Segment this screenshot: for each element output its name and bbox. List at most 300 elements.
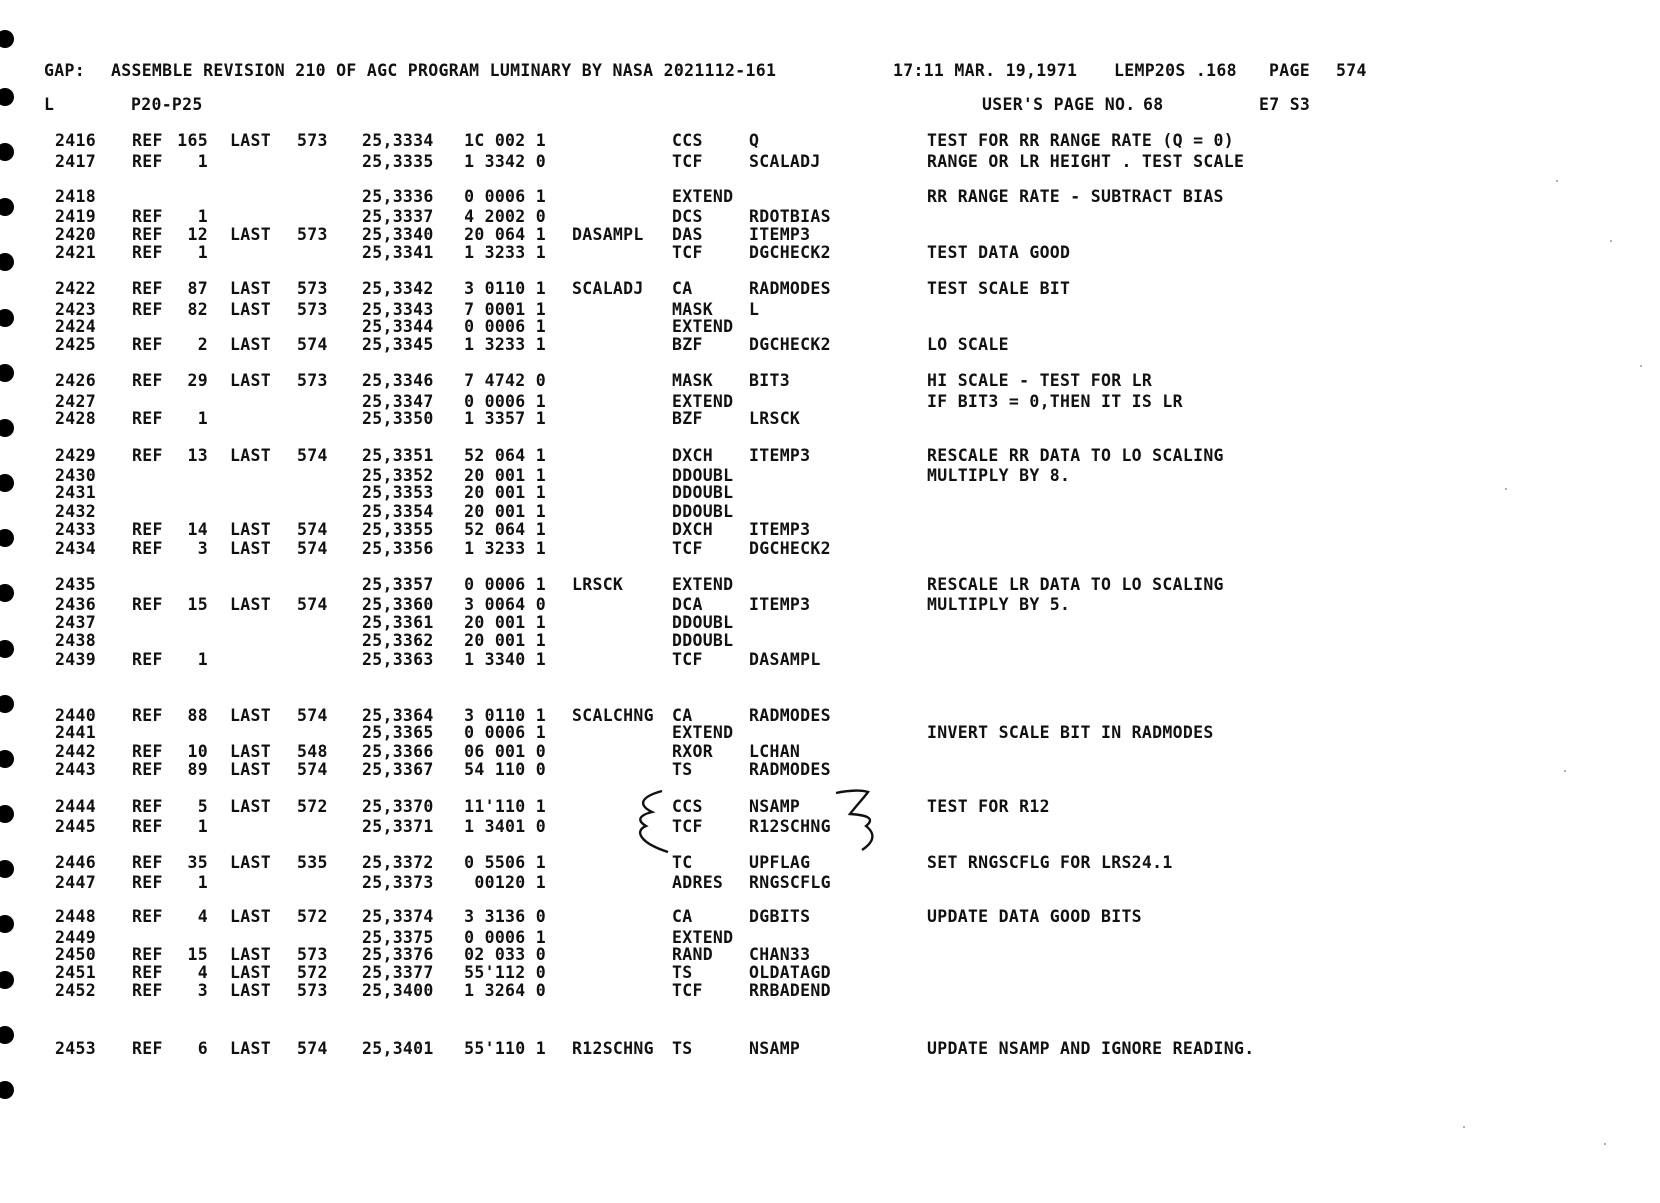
opcode: DCA	[672, 595, 703, 614]
address: 25,3365	[362, 723, 434, 742]
comment: TEST FOR R12	[927, 797, 1050, 816]
octal-word: 0 0006 1	[464, 317, 546, 336]
opcode: DDOUBL	[672, 483, 734, 502]
operand: RADMODES	[749, 706, 831, 725]
address: 25,3347	[362, 392, 434, 411]
last-page: 573	[297, 225, 328, 244]
paper-speck	[1564, 770, 1566, 772]
octal-word: 0 0006 1	[464, 392, 546, 411]
ref-keyword: REF	[132, 873, 163, 892]
last-keyword: LAST	[230, 371, 271, 390]
opcode: ADRES	[672, 873, 724, 892]
address: 25,3372	[362, 853, 434, 872]
last-page: 574	[297, 335, 328, 354]
paper-speck	[1610, 240, 1612, 242]
comment: TEST DATA GOOD	[927, 243, 1071, 262]
address: 25,3370	[362, 797, 434, 816]
ref-count: 87	[187, 279, 208, 298]
line-number: 2441	[55, 723, 96, 742]
opcode: CCS	[672, 797, 703, 816]
ref-keyword: REF	[132, 963, 163, 982]
octal-word: 02 033 0	[464, 945, 546, 964]
last-keyword: LAST	[230, 131, 271, 150]
last-keyword: LAST	[230, 706, 271, 725]
ref-count: 2	[197, 335, 208, 354]
address: 25,3345	[362, 335, 434, 354]
ref-keyword: REF	[132, 225, 163, 244]
last-keyword: LAST	[230, 853, 271, 872]
octal-word: 55'112 0	[464, 963, 546, 982]
last-keyword: LAST	[230, 963, 271, 982]
opcode: EXTEND	[672, 928, 734, 947]
octal-word: 1 3357 1	[464, 409, 546, 428]
ref-count: 35	[187, 853, 208, 872]
ref-keyword: REF	[132, 706, 163, 725]
last-page: 573	[297, 300, 328, 319]
address: 25,3336	[362, 187, 434, 206]
address: 25,3355	[362, 520, 434, 539]
last-keyword: LAST	[230, 520, 271, 539]
opcode: TCF	[672, 817, 703, 836]
left-brace-mark	[640, 791, 668, 852]
last-page: 573	[297, 279, 328, 298]
opcode: MASK	[672, 300, 713, 319]
ref-count: 4	[197, 963, 208, 982]
octal-word: 7 0001 1	[464, 300, 546, 319]
ref-keyword: REF	[132, 131, 163, 150]
ref-keyword: REF	[132, 243, 163, 262]
line-number: 2449	[55, 928, 96, 947]
address: 25,3400	[362, 981, 434, 1000]
address: 25,3335	[362, 152, 434, 171]
ref-keyword: REF	[132, 152, 163, 171]
line-number: 2443	[55, 760, 96, 779]
address: 25,3373	[362, 873, 434, 892]
last-keyword: LAST	[230, 760, 271, 779]
ref-keyword: REF	[132, 907, 163, 926]
ref-count: 1	[197, 207, 208, 226]
header-page-label: PAGE	[1269, 61, 1310, 80]
comment: UPDATE DATA GOOD BITS	[927, 907, 1142, 926]
line-number: 2445	[55, 817, 96, 836]
last-page: 572	[297, 963, 328, 982]
octal-word: 1 3401 0	[464, 817, 546, 836]
address: 25,3361	[362, 613, 434, 632]
symbol-label: R12SCHNG	[572, 1039, 654, 1058]
opcode: BZF	[672, 409, 703, 428]
opcode: MASK	[672, 371, 713, 390]
line-number: 2418	[55, 187, 96, 206]
ref-count: 1	[197, 243, 208, 262]
last-page: 574	[297, 1039, 328, 1058]
paper-speck	[1556, 180, 1558, 182]
octal-word: 4 2002 0	[464, 207, 546, 226]
opcode: CA	[672, 706, 693, 725]
opcode: RXOR	[672, 742, 713, 761]
ref-count: 82	[187, 300, 208, 319]
ref-count: 1	[197, 152, 208, 171]
octal-word: 0 0006 1	[464, 928, 546, 947]
opcode: DDOUBL	[672, 631, 734, 650]
last-keyword: LAST	[230, 981, 271, 1000]
symbol-label: DASAMPL	[572, 225, 644, 244]
ref-count: 4	[197, 907, 208, 926]
ref-count: 89	[187, 760, 208, 779]
header-gap: GAP:	[44, 61, 85, 80]
ref-count: 15	[187, 945, 208, 964]
octal-word: 0 5506 1	[464, 853, 546, 872]
subheader-code: E7 S3	[1259, 95, 1311, 114]
comment: RR RANGE RATE - SUBTRACT BIAS	[927, 187, 1224, 206]
ref-count: 1	[197, 873, 208, 892]
ref-count: 14	[187, 520, 208, 539]
address: 25,3360	[362, 595, 434, 614]
ref-keyword: REF	[132, 446, 163, 465]
address: 25,3346	[362, 371, 434, 390]
octal-word: 55'110 1	[464, 1039, 546, 1058]
ref-count: 10	[187, 742, 208, 761]
last-page: 573	[297, 371, 328, 390]
ref-count: 13	[187, 446, 208, 465]
operand: RADMODES	[749, 279, 831, 298]
octal-word: 20 064 1	[464, 225, 546, 244]
line-number: 2424	[55, 317, 96, 336]
symbol-label: LRSCK	[572, 575, 624, 594]
paper-speck	[1604, 1143, 1606, 1145]
octal-word: 1 3340 1	[464, 650, 546, 669]
ref-keyword: REF	[132, 207, 163, 226]
comment: UPDATE NSAMP AND IGNORE READING.	[927, 1039, 1255, 1058]
opcode: DXCH	[672, 520, 713, 539]
address: 25,3351	[362, 446, 434, 465]
ref-count: 3	[197, 981, 208, 1000]
line-number: 2422	[55, 279, 96, 298]
opcode: EXTEND	[672, 187, 734, 206]
comment: SET RNGSCFLG FOR LRS24.1	[927, 853, 1173, 872]
last-page: 573	[297, 131, 328, 150]
address: 25,3354	[362, 502, 434, 521]
opcode: DCS	[672, 207, 703, 226]
operand: DGCHECK2	[749, 539, 831, 558]
operand: DGCHECK2	[749, 335, 831, 354]
operand: DGCHECK2	[749, 243, 831, 262]
line-number: 2427	[55, 392, 96, 411]
last-keyword: LAST	[230, 945, 271, 964]
ref-count: 165	[177, 131, 208, 150]
octal-word: 0 0006 1	[464, 723, 546, 742]
opcode: EXTEND	[672, 575, 734, 594]
right-brace-mark	[836, 791, 872, 850]
ref-keyword: REF	[132, 797, 163, 816]
ref-keyword: REF	[132, 300, 163, 319]
address: 25,3363	[362, 650, 434, 669]
line-number: 2439	[55, 650, 96, 669]
line-number: 2435	[55, 575, 96, 594]
comment: IF BIT3 = 0,THEN IT IS LR	[927, 392, 1183, 411]
opcode: TCF	[672, 981, 703, 1000]
line-number: 2433	[55, 520, 96, 539]
ref-count: 6	[197, 1039, 208, 1058]
comment: MULTIPLY BY 8.	[927, 466, 1071, 485]
paper-speck	[1505, 488, 1507, 490]
opcode: CA	[672, 907, 693, 926]
line-number: 2436	[55, 595, 96, 614]
octal-word: 1C 002 1	[464, 131, 546, 150]
last-page: 574	[297, 595, 328, 614]
paper-speck	[1463, 1126, 1465, 1128]
operand: CHAN33	[749, 945, 811, 964]
octal-word: 1 3342 0	[464, 152, 546, 171]
last-page: 574	[297, 706, 328, 725]
address: 25,3350	[362, 409, 434, 428]
ref-keyword: REF	[132, 371, 163, 390]
user-page-number: 68	[1143, 95, 1164, 114]
address: 25,3371	[362, 817, 434, 836]
line-number: 2421	[55, 243, 96, 262]
address: 25,3376	[362, 945, 434, 964]
opcode: TC	[672, 853, 693, 872]
last-keyword: LAST	[230, 1039, 271, 1058]
line-number: 2428	[55, 409, 96, 428]
last-keyword: LAST	[230, 335, 271, 354]
ref-keyword: REF	[132, 335, 163, 354]
address: 25,3337	[362, 207, 434, 226]
ref-keyword: REF	[132, 817, 163, 836]
last-page: 572	[297, 907, 328, 926]
ref-keyword: REF	[132, 595, 163, 614]
line-number: 2444	[55, 797, 96, 816]
subheader-prefix: L	[44, 95, 55, 114]
address: 25,3401	[362, 1039, 434, 1058]
octal-word: 20 001 1	[464, 631, 546, 650]
line-number: 2450	[55, 945, 96, 964]
ref-count: 29	[187, 371, 208, 390]
operand: NSAMP	[749, 797, 801, 816]
comment: TEST FOR RR RANGE RATE (Q = 0)	[927, 131, 1235, 150]
operand: NSAMP	[749, 1039, 801, 1058]
ref-keyword: REF	[132, 1039, 163, 1058]
ref-keyword: REF	[132, 981, 163, 1000]
operand: L	[749, 300, 760, 319]
octal-word: 7 4742 0	[464, 371, 546, 390]
opcode: CCS	[672, 131, 703, 150]
comment: RESCALE LR DATA TO LO SCALING	[927, 575, 1224, 594]
header-page-number: 574	[1336, 61, 1367, 80]
octal-word: 0 0006 1	[464, 187, 546, 206]
operand: SCALADJ	[749, 152, 821, 171]
opcode: CA	[672, 279, 693, 298]
operand: RRBADEND	[749, 981, 831, 1000]
operand: DGBITS	[749, 907, 811, 926]
opcode: TS	[672, 1039, 693, 1058]
paper-speck	[1640, 365, 1642, 367]
last-page: 574	[297, 446, 328, 465]
operand: LRSCK	[749, 409, 801, 428]
octal-word: 54 110 0	[464, 760, 546, 779]
address: 25,3374	[362, 907, 434, 926]
operand: RNGSCFLG	[749, 873, 831, 892]
operand: ITEMP3	[749, 446, 811, 465]
ref-keyword: REF	[132, 520, 163, 539]
last-page: 573	[297, 945, 328, 964]
ref-keyword: REF	[132, 650, 163, 669]
opcode: DXCH	[672, 446, 713, 465]
opcode: EXTEND	[672, 317, 734, 336]
header-file: LEMP20S .168	[1114, 61, 1237, 80]
line-number: 2425	[55, 335, 96, 354]
line-number: 2430	[55, 466, 96, 485]
last-keyword: LAST	[230, 907, 271, 926]
ref-count: 5	[197, 797, 208, 816]
subheader-section: P20-P25	[131, 95, 203, 114]
octal-word: 20 001 1	[464, 483, 546, 502]
header-timestamp: 17:11 MAR. 19,1971	[893, 61, 1078, 80]
line-number: 2416	[55, 131, 96, 150]
line-number: 2419	[55, 207, 96, 226]
ref-count: 88	[187, 706, 208, 725]
opcode: TCF	[672, 650, 703, 669]
octal-word: 1 3233 1	[464, 539, 546, 558]
address: 25,3353	[362, 483, 434, 502]
opcode: EXTEND	[672, 392, 734, 411]
ref-count: 1	[197, 650, 208, 669]
last-keyword: LAST	[230, 595, 271, 614]
octal-word: 52 064 1	[464, 446, 546, 465]
line-number: 2440	[55, 706, 96, 725]
octal-word: 3 0064 0	[464, 595, 546, 614]
comment: INVERT SCALE BIT IN RADMODES	[927, 723, 1214, 742]
last-keyword: LAST	[230, 300, 271, 319]
octal-word: 20 001 1	[464, 502, 546, 521]
octal-word: 1 3264 0	[464, 981, 546, 1000]
address: 25,3340	[362, 225, 434, 244]
ref-count: 12	[187, 225, 208, 244]
octal-word: 1 3233 1	[464, 335, 546, 354]
line-number: 2431	[55, 483, 96, 502]
last-keyword: LAST	[230, 742, 271, 761]
comment: LO SCALE	[927, 335, 1009, 354]
octal-word: 0 0006 1	[464, 575, 546, 594]
operand: BIT3	[749, 371, 790, 390]
operand: UPFLAG	[749, 853, 811, 872]
line-number: 2432	[55, 502, 96, 521]
line-number: 2448	[55, 907, 96, 926]
operand: ITEMP3	[749, 595, 811, 614]
opcode: DDOUBL	[672, 613, 734, 632]
address: 25,3364	[362, 706, 434, 725]
octal-word: 3 0110 1	[464, 279, 546, 298]
comment: RESCALE RR DATA TO LO SCALING	[927, 446, 1224, 465]
octal-word: 00120 1	[474, 873, 546, 892]
opcode: TCF	[672, 243, 703, 262]
address: 25,3352	[362, 466, 434, 485]
operand: LCHAN	[749, 742, 801, 761]
comment: HI SCALE - TEST FOR LR	[927, 371, 1153, 390]
line-number: 2442	[55, 742, 96, 761]
header-title: ASSEMBLE REVISION 210 OF AGC PROGRAM LUMINARY BY NASA 2021112-161	[111, 61, 777, 80]
address: 25,3343	[362, 300, 434, 319]
address: 25,3342	[362, 279, 434, 298]
opcode: TCF	[672, 539, 703, 558]
line-number: 2447	[55, 873, 96, 892]
last-page: 574	[297, 539, 328, 558]
address: 25,3366	[362, 742, 434, 761]
octal-word: 20 001 1	[464, 613, 546, 632]
operand: ITEMP3	[749, 520, 811, 539]
comment: TEST SCALE BIT	[927, 279, 1071, 298]
last-keyword: LAST	[230, 225, 271, 244]
octal-word: 1 3233 1	[464, 243, 546, 262]
line-number: 2420	[55, 225, 96, 244]
comment: MULTIPLY BY 5.	[927, 595, 1071, 614]
operand: ITEMP3	[749, 225, 811, 244]
ref-count: 1	[197, 409, 208, 428]
opcode: DDOUBL	[672, 502, 734, 521]
symbol-label: SCALCHNG	[572, 706, 654, 725]
last-keyword: LAST	[230, 797, 271, 816]
address: 25,3356	[362, 539, 434, 558]
line-number: 2452	[55, 981, 96, 1000]
operand: DASAMPL	[749, 650, 821, 669]
opcode: DAS	[672, 225, 703, 244]
ref-keyword: REF	[132, 853, 163, 872]
ref-keyword: REF	[132, 760, 163, 779]
user-page-label: USER'S PAGE NO.	[982, 95, 1136, 114]
comment: RANGE OR LR HEIGHT . TEST SCALE	[927, 152, 1245, 171]
ref-keyword: REF	[132, 742, 163, 761]
last-page: 548	[297, 742, 328, 761]
last-keyword: LAST	[230, 539, 271, 558]
opcode: BZF	[672, 335, 703, 354]
ref-keyword: REF	[132, 539, 163, 558]
line-number: 2429	[55, 446, 96, 465]
ref-keyword: REF	[132, 279, 163, 298]
opcode: EXTEND	[672, 723, 734, 742]
opcode: TCF	[672, 152, 703, 171]
opcode: TS	[672, 760, 693, 779]
octal-word: 3 0110 1	[464, 706, 546, 725]
opcode: TS	[672, 963, 693, 982]
last-page: 572	[297, 797, 328, 816]
last-page: 535	[297, 853, 328, 872]
ref-keyword: REF	[132, 945, 163, 964]
last-page: 573	[297, 981, 328, 1000]
address: 25,3362	[362, 631, 434, 650]
line-number: 2417	[55, 152, 96, 171]
line-number: 2437	[55, 613, 96, 632]
address: 25,3375	[362, 928, 434, 947]
line-number: 2446	[55, 853, 96, 872]
address: 25,3357	[362, 575, 434, 594]
ref-keyword: REF	[132, 409, 163, 428]
address: 25,3341	[362, 243, 434, 262]
last-page: 574	[297, 760, 328, 779]
address: 25,3367	[362, 760, 434, 779]
symbol-label: SCALADJ	[572, 279, 644, 298]
last-keyword: LAST	[230, 279, 271, 298]
address: 25,3377	[362, 963, 434, 982]
last-keyword: LAST	[230, 446, 271, 465]
ref-count: 1	[197, 817, 208, 836]
operand: RDOTBIAS	[749, 207, 831, 226]
operand: R12SCHNG	[749, 817, 831, 836]
line-number: 2434	[55, 539, 96, 558]
octal-word: 52 064 1	[464, 520, 546, 539]
line-number: 2426	[55, 371, 96, 390]
opcode: RAND	[672, 945, 713, 964]
last-page: 574	[297, 520, 328, 539]
octal-word: 06 001 0	[464, 742, 546, 761]
